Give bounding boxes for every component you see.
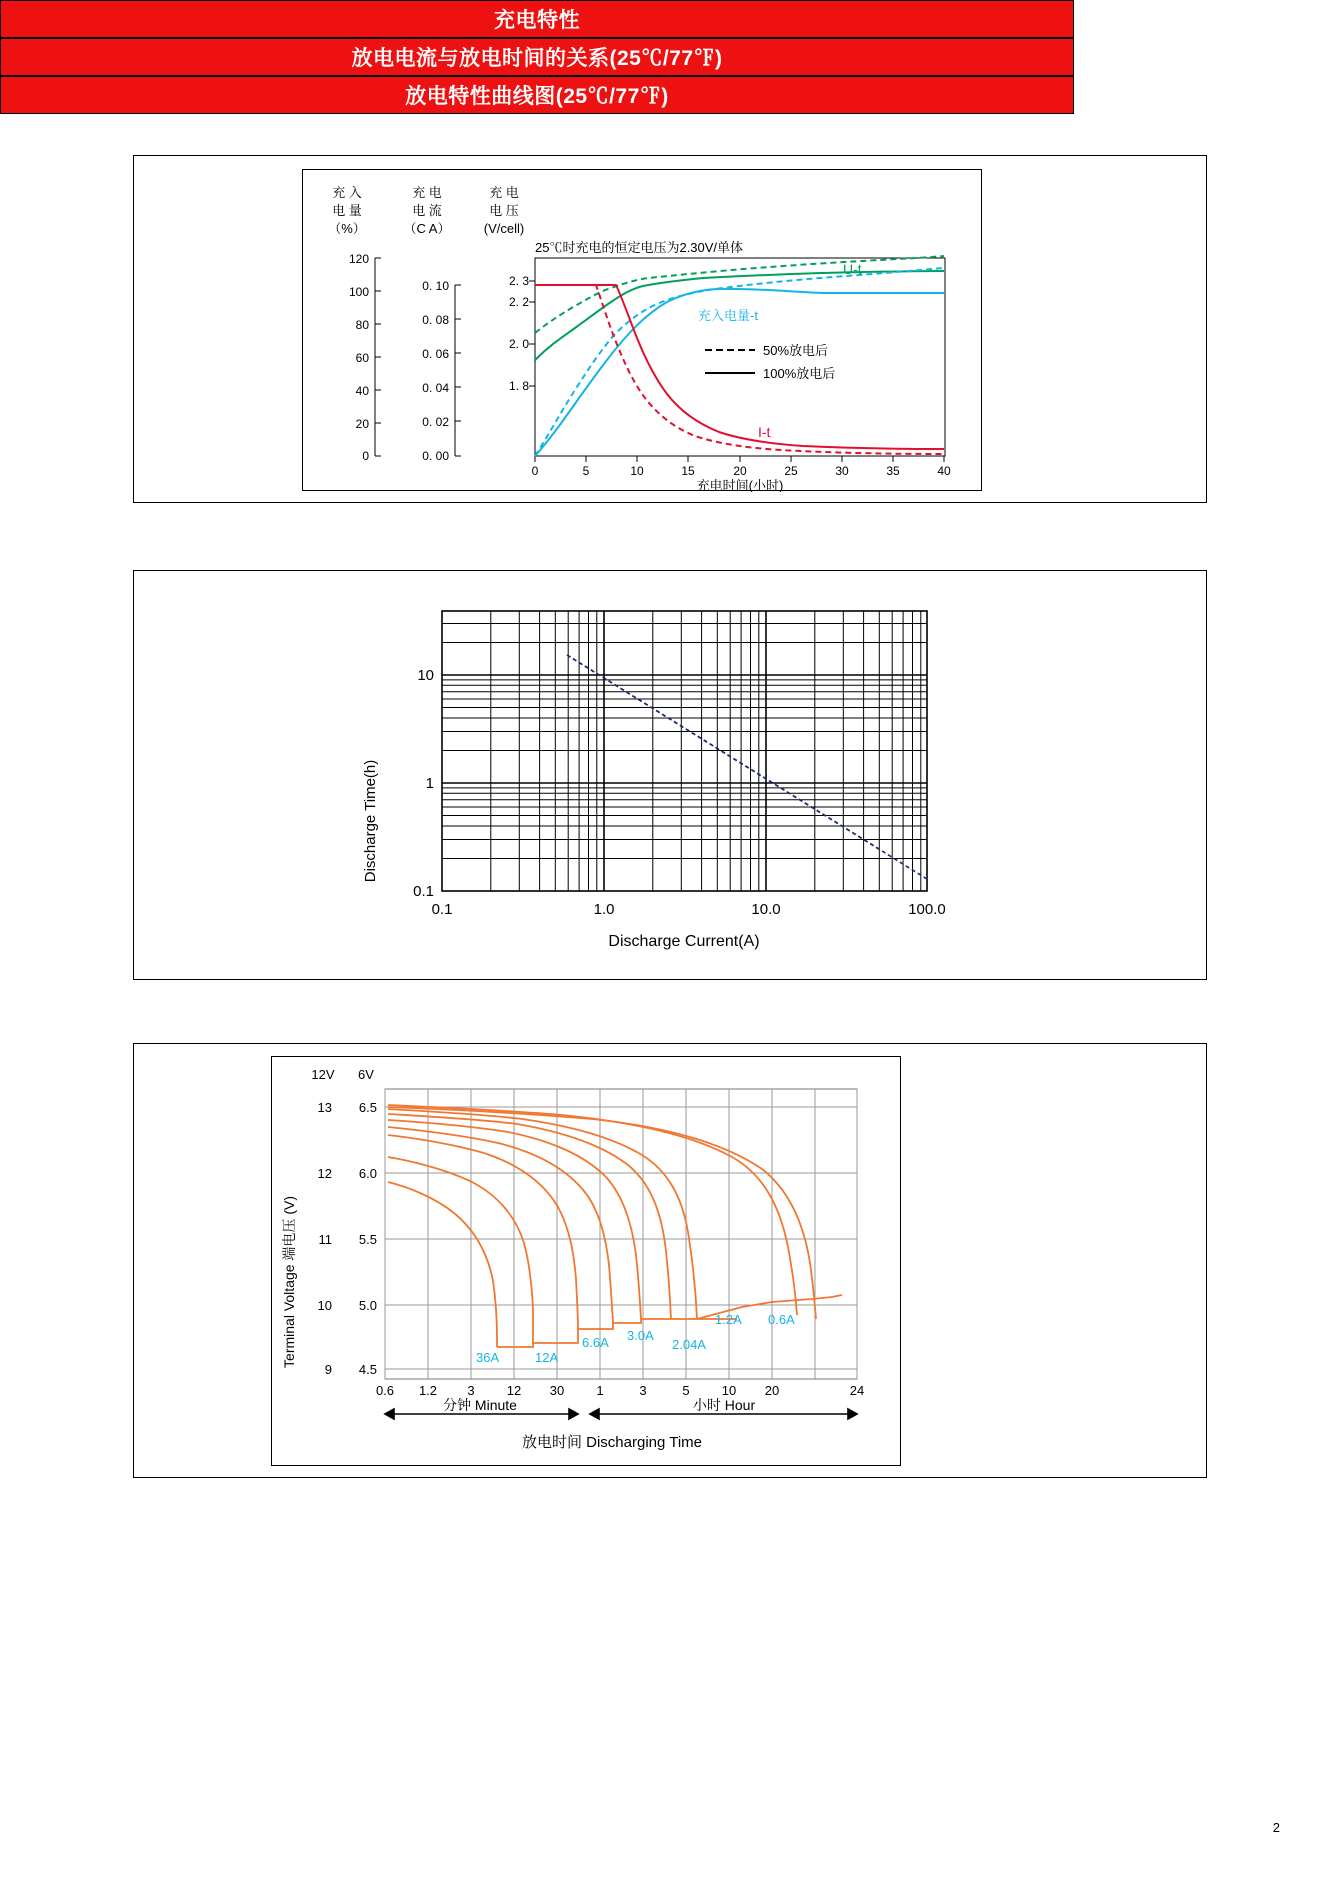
svg-text:0. 06: 0. 06 [422,347,449,361]
svg-text:U-t: U-t [843,261,862,277]
svg-text:1.0: 1.0 [593,901,615,918]
svg-text:0. 02: 0. 02 [422,415,449,429]
svg-text:60: 60 [355,351,369,365]
svg-text:2. 2: 2. 2 [508,295,529,309]
svg-text:11: 11 [318,1232,332,1247]
svg-text:放电时间 Discharging Time: 放电时间 Discharging Time [521,1434,703,1451]
svg-text:12V: 12V [311,1067,335,1082]
svg-text:36A: 36A [476,1350,500,1365]
svg-text:充 电: 充 电 [489,185,519,200]
page-number: 2 [1272,1820,1280,1835]
svg-text:0.1: 0.1 [413,883,434,900]
panel-charge-characteristics [133,155,1207,503]
svg-text:6.6A: 6.6A [582,1335,609,1350]
svg-text:5.5: 5.5 [358,1232,377,1247]
svg-text:充电时间(小时): 充电时间(小时) [696,478,784,492]
svg-text:100: 100 [348,285,369,299]
svg-text:0: 0 [362,449,369,463]
svg-text:电 量: 电 量 [332,203,362,218]
svg-text:0. 00: 0. 00 [422,449,449,463]
svg-text:5: 5 [682,1383,690,1398]
svg-text:3.0A: 3.0A [627,1328,654,1343]
svg-text:（%）: （%） [328,221,366,236]
svg-text:0. 04: 0. 04 [422,381,449,395]
svg-text:3: 3 [639,1383,647,1398]
svg-text:充 入: 充 入 [332,185,362,200]
svg-text:4.5: 4.5 [358,1362,377,1377]
svg-text:12: 12 [317,1166,332,1181]
svg-text:0. 08: 0. 08 [422,313,449,327]
svg-text:24: 24 [849,1383,865,1398]
svg-text:0.1: 0.1 [431,901,453,918]
svg-text:1. 8: 1. 8 [508,379,529,393]
svg-text:6.0: 6.0 [358,1166,377,1181]
svg-text:25: 25 [784,464,798,478]
svg-text:I-t: I-t [758,424,771,440]
svg-text:40: 40 [355,384,369,398]
svg-text:3: 3 [467,1383,475,1398]
svg-text:充入电量-t: 充入电量-t [698,308,758,323]
svg-text:15: 15 [681,464,695,478]
panel-title-charge-characteristics: 充电特性 [0,0,1074,38]
chart-1-svg [303,170,983,492]
svg-text:120: 120 [348,252,369,266]
svg-text:25℃时充电的恒定电压为2.30V/单体: 25℃时充电的恒定电压为2.30V/单体 [535,240,744,255]
svg-text:10: 10 [317,1298,332,1313]
svg-text:10: 10 [721,1383,737,1398]
chart-3-svg [272,1057,902,1467]
svg-text:50%放电后: 50%放电后 [763,343,829,358]
svg-text:1.2: 1.2 [418,1383,438,1398]
svg-text:20: 20 [764,1383,780,1398]
svg-text:1: 1 [596,1383,604,1398]
svg-text:分钟 Minute: 分钟 Minute [443,1397,517,1413]
svg-text:5: 5 [582,464,590,478]
svg-text:35: 35 [886,464,900,478]
panel-discharge-current-time [133,570,1207,980]
svg-text:2.04A: 2.04A [672,1337,706,1352]
svg-text:1.2A: 1.2A [715,1312,742,1327]
svg-text:40: 40 [937,464,951,478]
svg-text:6V: 6V [358,1067,374,1082]
svg-text:30: 30 [835,464,849,478]
svg-text:小时 Hour: 小时 Hour [692,1397,756,1413]
svg-text:Terminal Voltage 端电压 (V): Terminal Voltage 端电压 (V) [281,1196,297,1368]
svg-text:30: 30 [549,1383,565,1398]
svg-text:10: 10 [630,464,644,478]
svg-text:10: 10 [417,667,434,684]
panel-title-discharge-characteristics: 放电特性曲线图(25℃/77℉) [0,76,1074,114]
svg-text:12A: 12A [535,1350,559,1365]
svg-text:100%放电后: 100%放电后 [763,366,836,381]
svg-text:Discharge Time(h): Discharge Time(h) [362,759,379,883]
svg-text:1: 1 [425,775,434,792]
svg-text:(V/cell): (V/cell) [483,221,525,236]
chart-2-svg [134,571,1208,981]
chart-3-frame [271,1056,901,1466]
svg-text:0. 10: 0. 10 [422,279,449,293]
svg-text:6.5: 6.5 [358,1100,377,1115]
svg-text:充 电: 充 电 [412,185,442,200]
panel-title-discharge-current-time: 放电电流与放电时间的关系(25℃/77℉) [0,38,1074,76]
svg-text:100.0: 100.0 [908,901,946,918]
svg-text:80: 80 [355,318,369,332]
svg-text:2. 0: 2. 0 [508,337,529,351]
panel-discharge-characteristics [133,1043,1207,1478]
svg-text:Discharge Current(A): Discharge Current(A) [608,933,760,950]
svg-text:20: 20 [733,464,747,478]
svg-text:电 流: 电 流 [412,203,442,218]
svg-text:（C A）: （C A） [403,221,451,236]
svg-text:0.6: 0.6 [375,1383,395,1398]
svg-text:2. 3: 2. 3 [508,274,529,288]
svg-text:0.6A: 0.6A [768,1312,795,1327]
svg-text:5.0: 5.0 [358,1298,377,1313]
svg-text:20: 20 [355,417,369,431]
svg-text:9: 9 [324,1362,332,1377]
svg-text:0: 0 [531,464,539,478]
chart-1-frame [302,169,982,491]
svg-text:电 压: 电 压 [489,203,519,218]
svg-text:12: 12 [506,1383,522,1398]
svg-text:10.0: 10.0 [751,901,781,918]
svg-text:13: 13 [317,1100,332,1115]
